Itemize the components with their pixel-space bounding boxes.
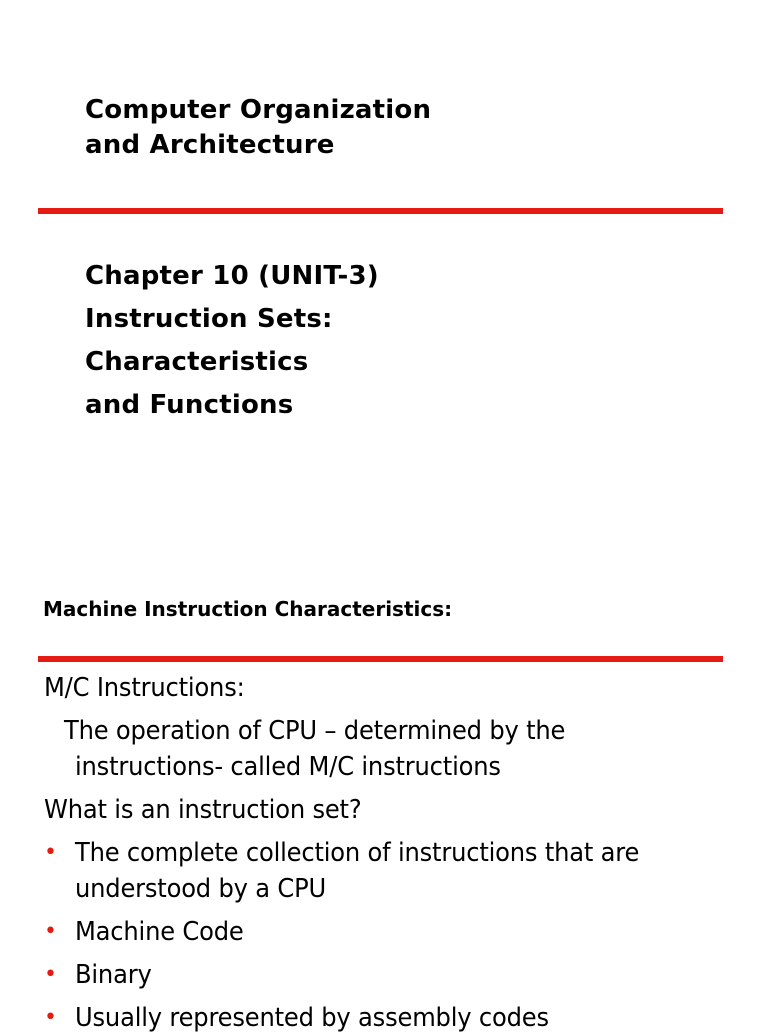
list-item-text: Binary xyxy=(75,960,152,990)
mc-description-line-2: instructions- called M/C instructions xyxy=(75,752,501,782)
slide-title-line-1: Computer Organization xyxy=(85,95,432,125)
section-heading: Machine Instruction Characteristics: xyxy=(43,597,453,621)
bullet-dot-icon: • xyxy=(44,919,57,944)
list-item-text: The complete collection of instructions that are xyxy=(75,838,640,868)
chapter-line-4: and Functions xyxy=(85,390,294,420)
list-item-text: Usually represented by assembly codes xyxy=(75,1003,549,1033)
list-item-text: understood by a CPU xyxy=(75,874,326,904)
mc-instructions-label: M/C Instructions: xyxy=(44,673,245,703)
mc-description-line-1: The operation of CPU – determined by the xyxy=(64,716,566,746)
bullet-dot-icon: • xyxy=(44,1005,57,1030)
bullet-dot-icon: • xyxy=(44,840,57,865)
chapter-line-1: Chapter 10 (UNIT-3) xyxy=(85,261,379,291)
instruction-set-question: What is an instruction set? xyxy=(44,795,362,825)
title-divider xyxy=(38,208,723,214)
chapter-line-3: Characteristics xyxy=(85,347,309,377)
list-item-text: Machine Code xyxy=(75,917,244,947)
slide-title-line-2: and Architecture xyxy=(85,130,335,160)
heading-divider xyxy=(38,656,723,662)
chapter-line-2: Instruction Sets: xyxy=(85,304,333,334)
bullet-dot-icon: • xyxy=(44,962,57,987)
